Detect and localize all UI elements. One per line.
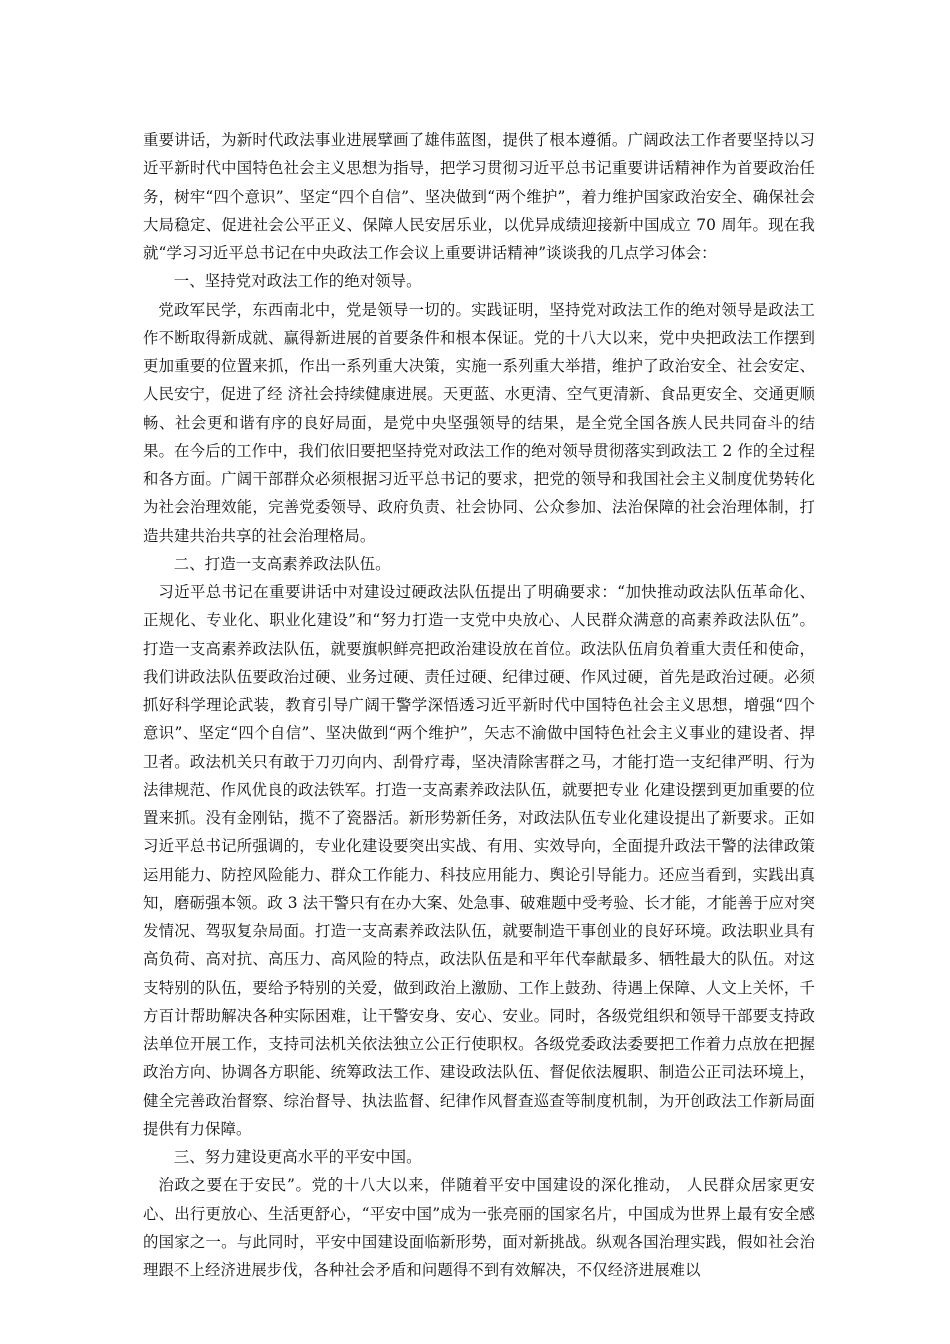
section-heading-3: 三、努力建设更高水平的平安中国。 [173,1148,422,1166]
document-body [143,126,815,1284]
paragraph-intro: 重要讲话，为新时代政法事业进展擘画了雄伟蓝图，提供了根本遵循。广阔政法工作者要坚持以习近平新时代中国特色社会主义思想为指导，把学习贯彻习近平总书记重要讲话精神作为首要政治任务，树牢“四个意识”、坚定“四个自信”、坚决做到“两个维护”，着力维护国家政治安全、确保社会大局稳定、促进社会公平正义、保障人民安居乐业，以优异成绩迎接新中国成立 70 周年。现在我就“学习习近平总书记在中央政法工作会议上重要讲话精神”谈谈我的几点学习体会： [143,131,815,262]
section-heading-2: 二、打造一支高素养政法队伍。 [173,554,391,573]
section-heading-1: 一、坚持党对政法工作的绝对领导。 [173,272,422,291]
paragraph-section-2: 习近平总书记在重要讲话中对建设过硬政法队伍提出了明确要求：“加快推动政法队伍革命化、正规化、专业化、职业化建设”和“努力打造一支党中央放心、人民群众满意的高素养政法队伍”。打造一支高素养政法队伍，就要旗帜鲜亮把政治建设放在首位。政法队伍肩负着重大责任和使命，我们讲政法队伍要政治过硬、业务过硬、责任过硬、纪律过硬、作风过硬，首先是政治过硬。必须抓好科学理论武装，教育引导广阔干警学深悟透习近平新时代中国特色社会主义思想，增强“四个意识”、坚定“四个自信”、坚决做到“两个维护”，矢志不渝做中国特色社会主义事业的建设者、捍卫者。政法机关只有敢于刀刃向内、刮骨疗毒，坚决清除害群之马，才能打造一支纪律严明、行为法律规范、作风优良的政法铁军。打造一支高素养政法队伍，就要把专业 化建设摆到更加重要的位置来抓。没有金刚钻，揽不了瓷器活。新形势新任务，对政法队伍专业化建设提出了新要求。正如习近平总书记所强调的，专业化建设要突出实战、有用、实效导向，全面提升政法干警的法律政策运用能力、防控风险能力、群众工作能力、科技应用能力、舆论引导能力。还应当看到，实践出真知，磨砺强本领。政 3 法干警只有在办大案、处急事、破难题中受考验、长才能，才能善于应对突发情况、驾驭复杂局面。打造一支高素养政法队伍，就要制造干事创业的良好环境。政法职业具有高负荷、高对抗、高压力、高风险的特点，政法队伍是和平年代奉献最多、牺牲最大的队伍。对这支特别的队伍，要给予特别的关爱，做到政治上激励、工作上鼓劲、待遇上保障、人文上关怀，千方百计帮助解决各种实际困难，让干警安身、安心、安业。同时，各级党组织和领导干部要支持政法单位开展工作，支持司法机关依法独立公正行使职权。各级党委政法委要把工作着力点放在把握政治方向、协调各方职能、统筹政法工作、建设政法队伍、督促依法履职、制造公正司法环境上，健全完善政治督察、综治督导、执法监督、纪律作风督查巡查等制度机制，为开创政法工作新局面提供有力保障。 [143,583,815,1138]
paragraph-section-1: 党政军民学，东西南北中，党是领导一切的。实践证明，坚持党对政法工作的绝对领导是政法工作不断取得新成就、赢得新进展的首要条件和根本保证。党的十八大以来，党中央把政法工作摆到更加重要的位置来抓，作出一系列重大决策，实施一系列重大举措，维护了政治安全、社会安定、人民安宁，促进了经 济社会持续健康进展。天更蓝、水更清、空气更清新、食品更安全、交通更顺畅、社会更和谐有序的良好局面，是党中央坚强领导的结果，是全党全国各族人民共同奋斗的结果。在今后的工作中，我们依旧要把坚持党对政法工作的绝对领导贯彻落实到政法工 2 作的全过程和各方面。广阔干部群众必须根据习近平总书记的要求，把党的领导和我国社会主义制度优势转化为社会治理效能，完善党委领导、政府负责、社会协同、公众参加、法治保障的社会治理体制，打造共建共治共享的社会治理格局。 [143,300,815,545]
paragraph-section-3: 治政之要在于安民”。党的十八大以来，伴随着平安中国建设的深化推动， 人民群众居家更安心、出行更放心、生活更舒心，“平安中国”成为一张亮丽的国家名片，中国成为世界上最有安全感的国家之一。与此同时，平安中国建设面临新形势，面对新挑战。纵观各国治理实践，假如社会治理跟不上经济进展步伐，各种社会矛盾和问题得不到有效解决，不仅经济进展难以 [143,1176,815,1279]
